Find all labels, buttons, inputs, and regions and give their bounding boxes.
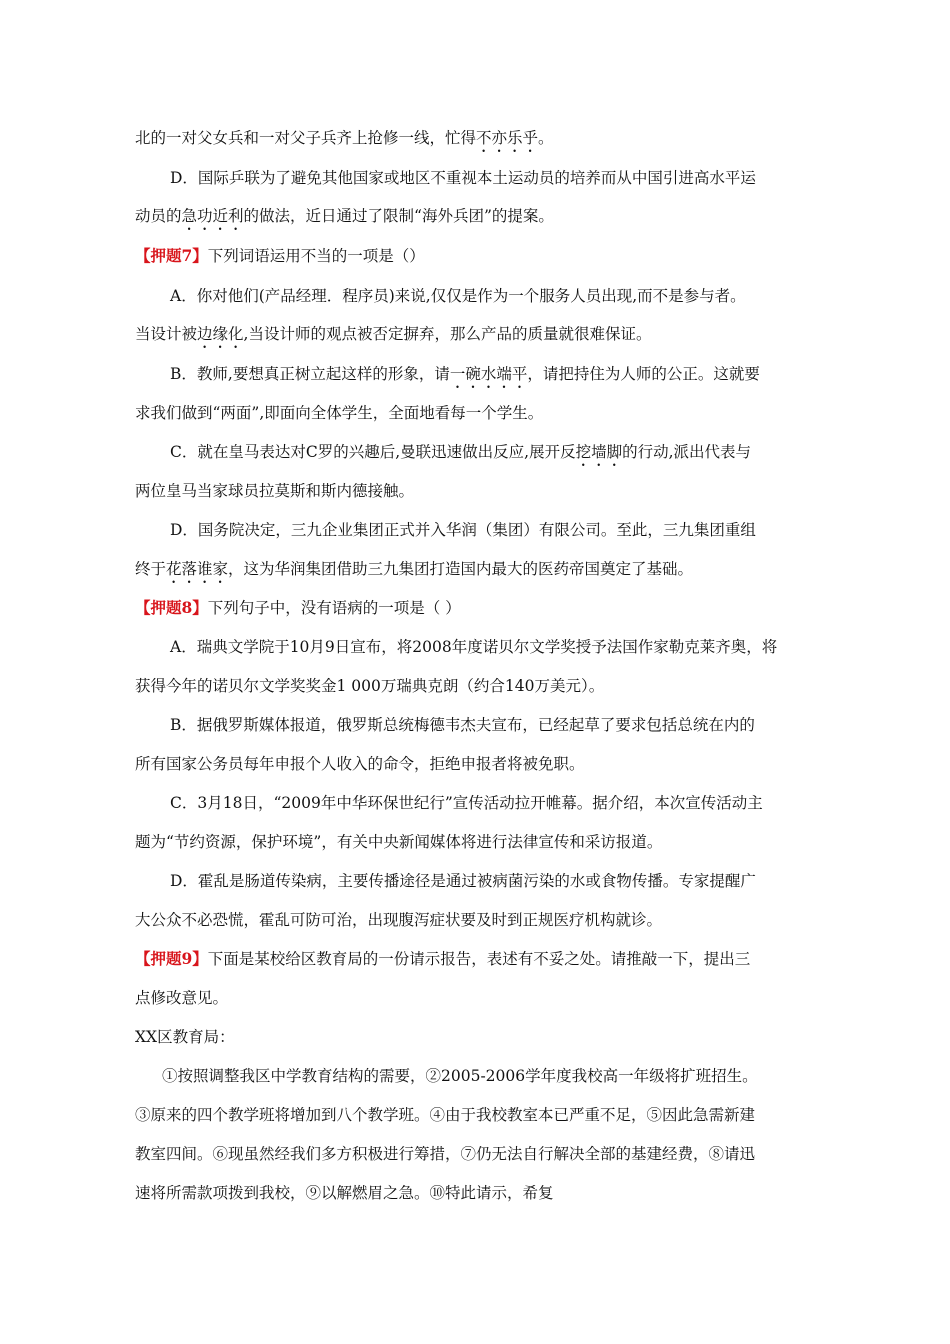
question-stem: 下列句子中，没有语病的一项是（ ） (207, 599, 461, 617)
q6-d-line2 (135, 206, 554, 234)
q7-a-line1: A．你对他们(产品经理．程序员)来说,仅仅是作为一个服务人员出现,而不是参与者。 (170, 287, 746, 305)
text: 动员的 (135, 207, 182, 225)
q7-d-line1: D．国务院决定，三九企业集团正式并入华润（集团）有限公司。至此，三九集团重组 (170, 521, 756, 539)
q7-d-line2 (135, 559, 693, 587)
letter-body-line1: ①按照调整我区中学教育结构的需要，②2005-2006学年度我校高一年级将扩班招生。 (162, 1067, 758, 1085)
q8-a-line1: A．瑞典文学院于10月9日宣布，将2008年度诺贝尔文学奖授予法国作家勒克莱齐奥，将 (170, 638, 778, 656)
emphasized-idiom: 急功近利 (181, 207, 244, 225)
text: ，这为华润集团借助三九集团打造国内最大的医药帝国奠定了基础。 (228, 560, 694, 578)
q9-stem-line1 (135, 949, 750, 969)
emphasized-idiom: 不亦乐乎 (476, 129, 539, 147)
question-tag: 【押题9】 (135, 949, 208, 968)
letter-salutation: XX区教育局： (135, 1028, 235, 1046)
q7-c-line2: 两位皇马当家球员拉莫斯和斯内德接触。 (135, 482, 415, 500)
text: 的做法，近日通过了限制“海外兵团”的提案。 (243, 207, 554, 225)
text: 终于 (135, 560, 167, 578)
text: 的行动,派出代表与 (622, 443, 752, 461)
text: ,当设计师的观点被否定摒弃，那么产品的质量就很难保证。 (243, 325, 652, 343)
letter-body-line3: 教室四间。⑥现虽然经我们多方积极进行筹措，⑦仍无法自行解决全部的基建经费，⑧请迅 (135, 1145, 756, 1163)
q6-d-line1: D．国际乒联为了避免其他国家或地区不重视本土运动员的培养而从中国引进高水平运 (170, 169, 756, 187)
q8-d-line2: 大公众不必恐慌，霍乱可防可治，出现腹泻症状要及时到正规医疗机构就诊。 (135, 911, 663, 929)
letter-body-line2: ③原来的四个教学班将增加到八个教学班。④由于我校教室本已严重不足，⑤因此急需新建 (135, 1106, 756, 1124)
q8-b-line1: B．据俄罗斯媒体报道，俄罗斯总统梅德韦杰夫宣布，已经起草了要求包括总统在内的 (170, 716, 755, 734)
q8-a-line2: 获得今年的诺贝尔文学奖奖金1 000万瑞典克朗（约合140万美元）。 (135, 677, 605, 695)
q8-d-line1: D．霍乱是肠道传染病，主要传播途径是通过被病菌污染的水或食物传播。专家提醒广 (170, 872, 756, 890)
q8-c-line1: C．3月18日，“2009年中华环保世纪行”宣传活动拉开帷幕。据介绍，本次宣传活动主 (170, 794, 763, 812)
q8-c-line2: 题为“节约资源，保护环境”，有关中央新闻媒体将进行法律宣传和采访报道。 (135, 833, 663, 851)
q8-stem (135, 598, 461, 618)
q7-a-line2 (135, 324, 651, 352)
letter-body-line4: 速将所需款项拨到我校，⑨以解燃眉之急。⑩特此请示，希复 (135, 1184, 554, 1202)
text: 。 (538, 129, 554, 147)
text: ，请把持住为人师的公正。这就要 (527, 365, 760, 383)
text: 北的一对父女兵和一对父子兵齐上抢修一线，忙得 (135, 129, 477, 147)
emphasized-word: 一碗水端平 (449, 365, 528, 383)
question-tag: 【押题7】 (135, 246, 208, 265)
q8-b-line2: 所有国家公务员每年申报个人收入的命令，拒绝申报者将被免职。 (135, 755, 585, 773)
q7-b-line2: 求我们做到“两面”,即面向全体学生，全面地看每一个学生。 (135, 404, 544, 422)
q7-stem (135, 246, 425, 266)
question-stem: 下列词语运用不当的一项是（） (207, 247, 425, 265)
question-tag: 【押题8】 (135, 598, 208, 617)
text: C．就在皇马表达对C罗的兴趣后,曼联迅速做出反应,展开反 (170, 443, 576, 461)
q7-b-line1 (170, 364, 760, 392)
text: B．教师,要想真正树立起这样的形象，请 (170, 365, 450, 383)
emphasized-word: 边缘化 (197, 325, 244, 343)
q7-c-line1 (170, 442, 751, 470)
q9-stem-line2: 点修改意见。 (135, 989, 229, 1007)
q6-c-tail (135, 128, 554, 156)
text: 当设计被 (135, 325, 198, 343)
emphasized-word: 挖墙脚 (575, 443, 623, 461)
question-stem: 下面是某校给区教育局的一份请示报告，表述有不妥之处。请推敲一下，提出三 (207, 950, 751, 968)
emphasized-word: 花落谁家 (166, 560, 229, 578)
